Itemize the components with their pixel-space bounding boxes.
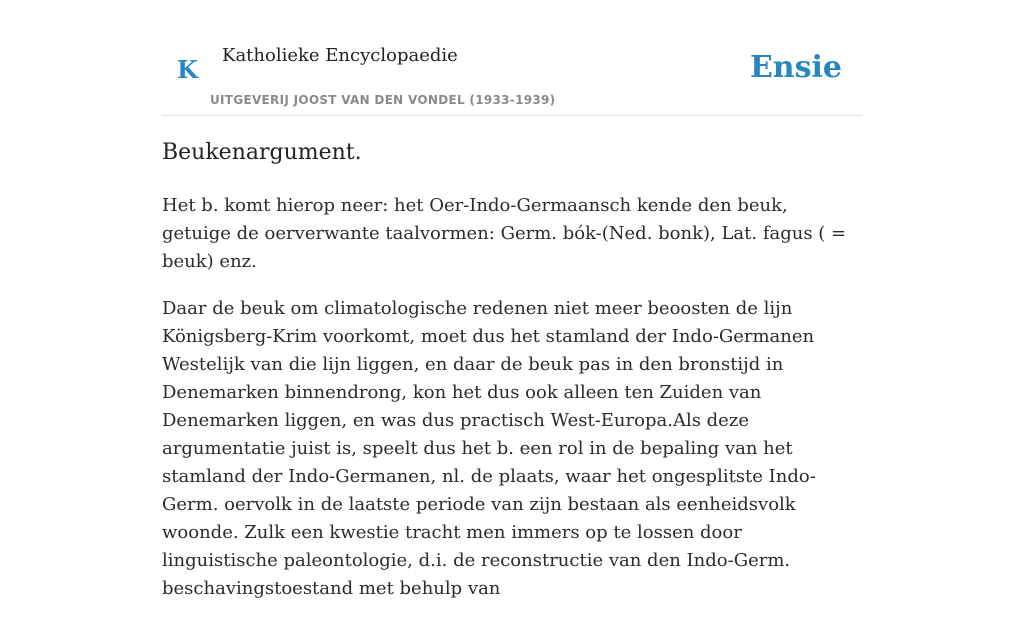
page <box>162 0 862 599</box>
publication-logo[interactable]: K <box>177 55 198 84</box>
site-header <box>162 0 862 116</box>
article-paragraph: Daar de beuk om climatologische redenen niet meer beoosten de lijn Königsberg-Krim voorkomt, moet dus het stamland der Indo-Germanen Westelijk van die lijn liggen, en daar de beuk pas in den bronstijd in Denemarken binnendrong, kon het dus ook alleen ten Zuiden van Denemarken liggen, en was dus practisch West-Europa.Als deze argumentatie juist is, speelt dus het b. een rol in de bepaling van het stamland der Indo-Germanen, nl. de plaats, waar het ongesplitste Indo-Germ. oervolk in de laatste periode van zijn bestaan als eenheidsvolk woonde. Zulk een kwestie tracht men immers op te lossen door linguistische paleontologie, d.i. de reconstructie van den Indo-Germ. beschavingstoestand met behulp van <box>162 298 816 599</box>
article-body <box>162 192 862 622</box>
article-paragraph: Het b. komt hierop neer: het Oer-Indo-Germaansch kende den beuk, getuige de oerverwante taalvormen: Germ. bók-(Ned. bonk), Lat. fagus ( = beuk) enz. <box>162 195 847 272</box>
publication-title[interactable]: Katholieke Encyclopaedie <box>222 45 458 66</box>
publisher-subtitle: UITGEVERIJ JOOST VAN DEN VONDEL (1933-1939) <box>210 93 556 107</box>
ensie-brand-logo[interactable]: Ensie <box>749 50 842 85</box>
article-title: Beukenargument. <box>162 140 362 165</box>
